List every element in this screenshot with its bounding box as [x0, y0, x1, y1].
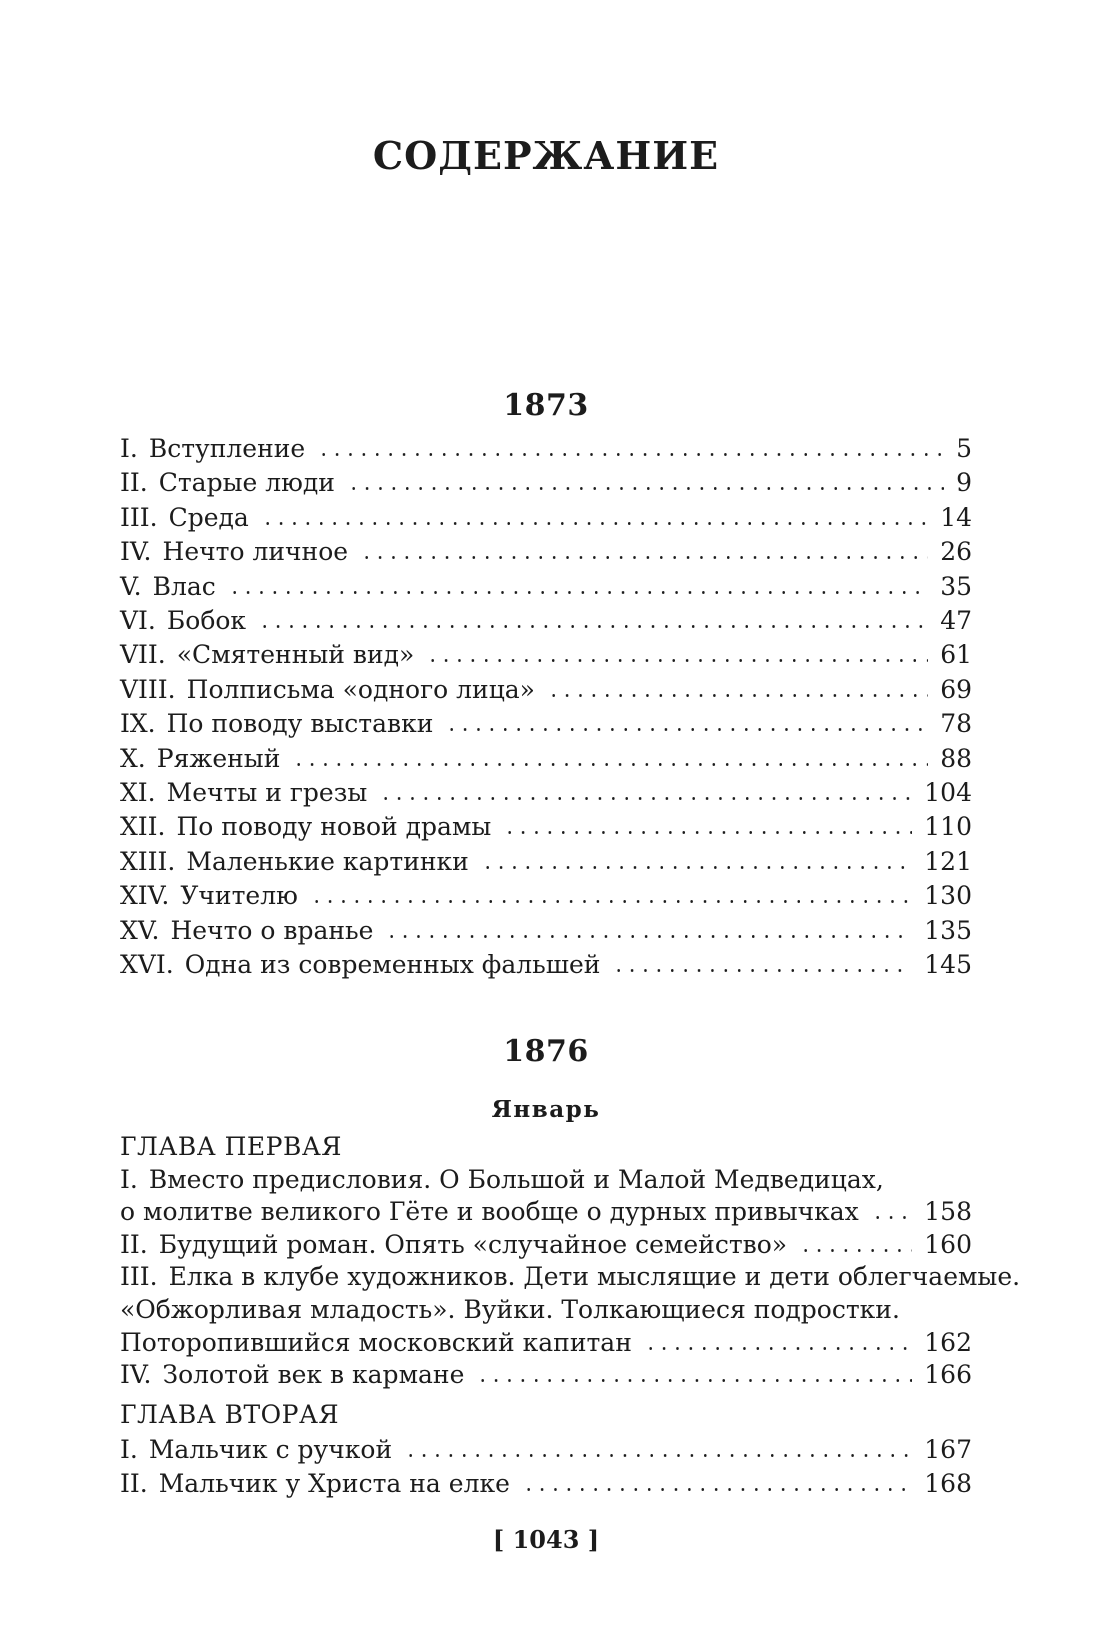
entry-title: Мечты и грезы [166, 778, 368, 808]
entry-number: IX. [120, 709, 156, 739]
entry-title: Старые люди [158, 468, 335, 498]
toc-entry-line [120, 948, 972, 982]
toc-entry-line [120, 879, 972, 913]
dot-leader [799, 1248, 912, 1253]
entry-page-number: 69 [940, 674, 972, 704]
entry-page-number: 14 [940, 502, 972, 532]
entry-number: VI. [120, 606, 156, 636]
dot-leader [871, 1215, 912, 1220]
entry-title: Будущий роман. Опять «случайное семейство» [158, 1229, 788, 1259]
year-heading-1873: 1873 [503, 388, 589, 423]
dot-leader [644, 1346, 912, 1351]
dot-leader [522, 1487, 912, 1492]
toc-entry-line [120, 914, 972, 948]
dot-leader [310, 899, 912, 904]
dot-leader [503, 830, 912, 835]
entry-title: Среда [168, 502, 249, 532]
entry-page-number: 78 [940, 709, 972, 739]
entry-title: По поводу выставки [166, 709, 434, 739]
toc-entry-line [120, 1164, 972, 1197]
chapter-two-block [120, 1398, 972, 1502]
dot-leader [379, 796, 912, 801]
entry-number: I. [120, 1434, 138, 1464]
month-heading: Январь [491, 1096, 601, 1123]
entry-number: III. [120, 502, 158, 532]
entry-title: Нечто личное [162, 537, 349, 567]
entry-page-number: 130 [924, 881, 972, 911]
dot-leader [360, 555, 928, 560]
entry-page-number: 9 [956, 468, 972, 498]
toc-entry-line [120, 776, 972, 810]
toc-entry-line [120, 1261, 1021, 1294]
entry-title: «Обжорливая младость». Вуйки. Толкающиеся подростки. [120, 1294, 900, 1324]
dot-leader [258, 624, 928, 629]
chapter-one-block [120, 1131, 1021, 1392]
entry-number: II. [120, 468, 148, 498]
entry-number: IV. [120, 537, 152, 567]
chapter-two-heading: ГЛАВА ВТОРАЯ [120, 1400, 340, 1429]
entry-title: «Смятенный вид» [176, 640, 415, 670]
dot-leader [292, 762, 928, 767]
entry-title: По поводу новой драмы [176, 812, 492, 842]
entry-page-number: 160 [924, 1229, 972, 1259]
toc-entry-line [120, 535, 972, 569]
toc-entry-line [120, 673, 972, 707]
entry-number: X. [120, 743, 146, 773]
dot-leader [347, 486, 944, 491]
entry-title: Учителю [180, 881, 298, 911]
entry-page-number: 88 [940, 743, 972, 773]
toc-entry-line [120, 1196, 972, 1229]
toc-entry-line [120, 1327, 972, 1360]
entry-number: III. [120, 1262, 158, 1292]
entry-title: Вместо предисловия. О Большой и Малой Медведицах, [148, 1164, 884, 1194]
toc-list-1873 [120, 432, 972, 983]
entry-page-number: 145 [924, 950, 972, 980]
dot-leader [445, 727, 928, 732]
dot-leader [481, 865, 912, 870]
entry-page-number: 168 [924, 1469, 972, 1498]
entry-title: Одна из современных фальшей [184, 950, 601, 980]
entry-number: XIV. [120, 881, 170, 911]
entry-title: Полписьма «одного лица» [186, 674, 535, 704]
toc-entry-line [120, 501, 972, 535]
dot-leader [261, 521, 928, 526]
toc-list-chapter-two [120, 1433, 972, 1502]
entry-number: XV. [120, 915, 160, 945]
entry-number: VII. [120, 640, 166, 670]
entry-number: XI. [120, 778, 156, 808]
dot-leader [317, 452, 944, 457]
entry-number: I. [120, 1164, 138, 1194]
entry-title: Поторопившийся московский капитан [120, 1327, 632, 1357]
entry-page-number: 110 [924, 812, 972, 842]
toc-entry-line [120, 570, 972, 604]
toc-entry-line [120, 604, 972, 638]
toc-entry-line [120, 1229, 972, 1262]
toc-entry-line [120, 742, 972, 776]
toc-entry-line [120, 1359, 972, 1392]
toc-entry-line [120, 432, 972, 466]
toc-entry-line [120, 810, 972, 844]
dot-leader [547, 693, 928, 698]
entry-number: XIII. [120, 846, 176, 876]
dot-leader [385, 934, 912, 939]
toc-entry-line [120, 845, 972, 879]
chapter-one-heading: ГЛАВА ПЕРВАЯ [120, 1132, 342, 1161]
entry-page-number: 47 [940, 606, 972, 636]
dot-leader [476, 1378, 912, 1383]
entry-number: I. [120, 434, 138, 463]
toc-entry-line [120, 466, 972, 500]
entry-number: IV. [120, 1360, 152, 1390]
entry-title: Золотой век в кармане [162, 1360, 465, 1390]
entry-page-number: 5 [956, 434, 972, 463]
entry-title: Вступление [148, 434, 306, 463]
entry-page-number: 167 [924, 1434, 972, 1464]
entry-page-number: 26 [940, 537, 972, 567]
entry-number: II. [120, 1229, 148, 1259]
entry-number: V. [120, 571, 142, 601]
entry-number: VIII. [120, 674, 176, 704]
entry-page-number: 162 [924, 1327, 972, 1357]
dot-leader [404, 1453, 912, 1458]
toc-entry-line [120, 1294, 972, 1327]
entry-number: II. [120, 1469, 148, 1498]
toc-entry-line [120, 1433, 972, 1468]
footer-page-number: [ 1043 ] [492, 1525, 600, 1554]
entry-title: Мальчик с ручкой [148, 1434, 393, 1464]
entry-number: XVI. [120, 950, 174, 980]
entry-page-number: 61 [940, 640, 972, 670]
entry-title: Ряженый [156, 743, 281, 773]
entry-title: Елка в клубе художников. Дети мыслящие и дети облегчаемые. [168, 1262, 1021, 1292]
page-title: СОДЕРЖАНИЕ [372, 133, 720, 178]
toc-entry-line [120, 707, 972, 741]
entry-page-number: 35 [940, 571, 972, 601]
dot-leader [426, 658, 928, 663]
entry-title: Влас [152, 571, 216, 601]
dot-leader [612, 968, 912, 973]
entry-title: о молитве великого Гёте и вообще о дурных привычках [120, 1197, 859, 1227]
entry-title: Мальчик у Христа на елке [158, 1469, 510, 1498]
entry-page-number: 135 [924, 915, 972, 945]
entry-number: XII. [120, 812, 166, 842]
toc-entry-line [120, 1467, 972, 1502]
dot-leader [228, 590, 928, 595]
entry-title: Бобок [166, 606, 247, 636]
entry-page-number: 166 [924, 1360, 972, 1390]
entry-page-number: 158 [924, 1197, 972, 1227]
entry-page-number: 121 [924, 846, 972, 876]
entry-title: Маленькие картинки [186, 846, 469, 876]
entry-page-number: 104 [924, 778, 972, 808]
entry-title: Нечто о вранье [170, 915, 374, 945]
toc-entry-line [120, 638, 972, 672]
year-heading-1876: 1876 [503, 1034, 589, 1069]
toc-list-chapter-one [120, 1164, 1021, 1392]
